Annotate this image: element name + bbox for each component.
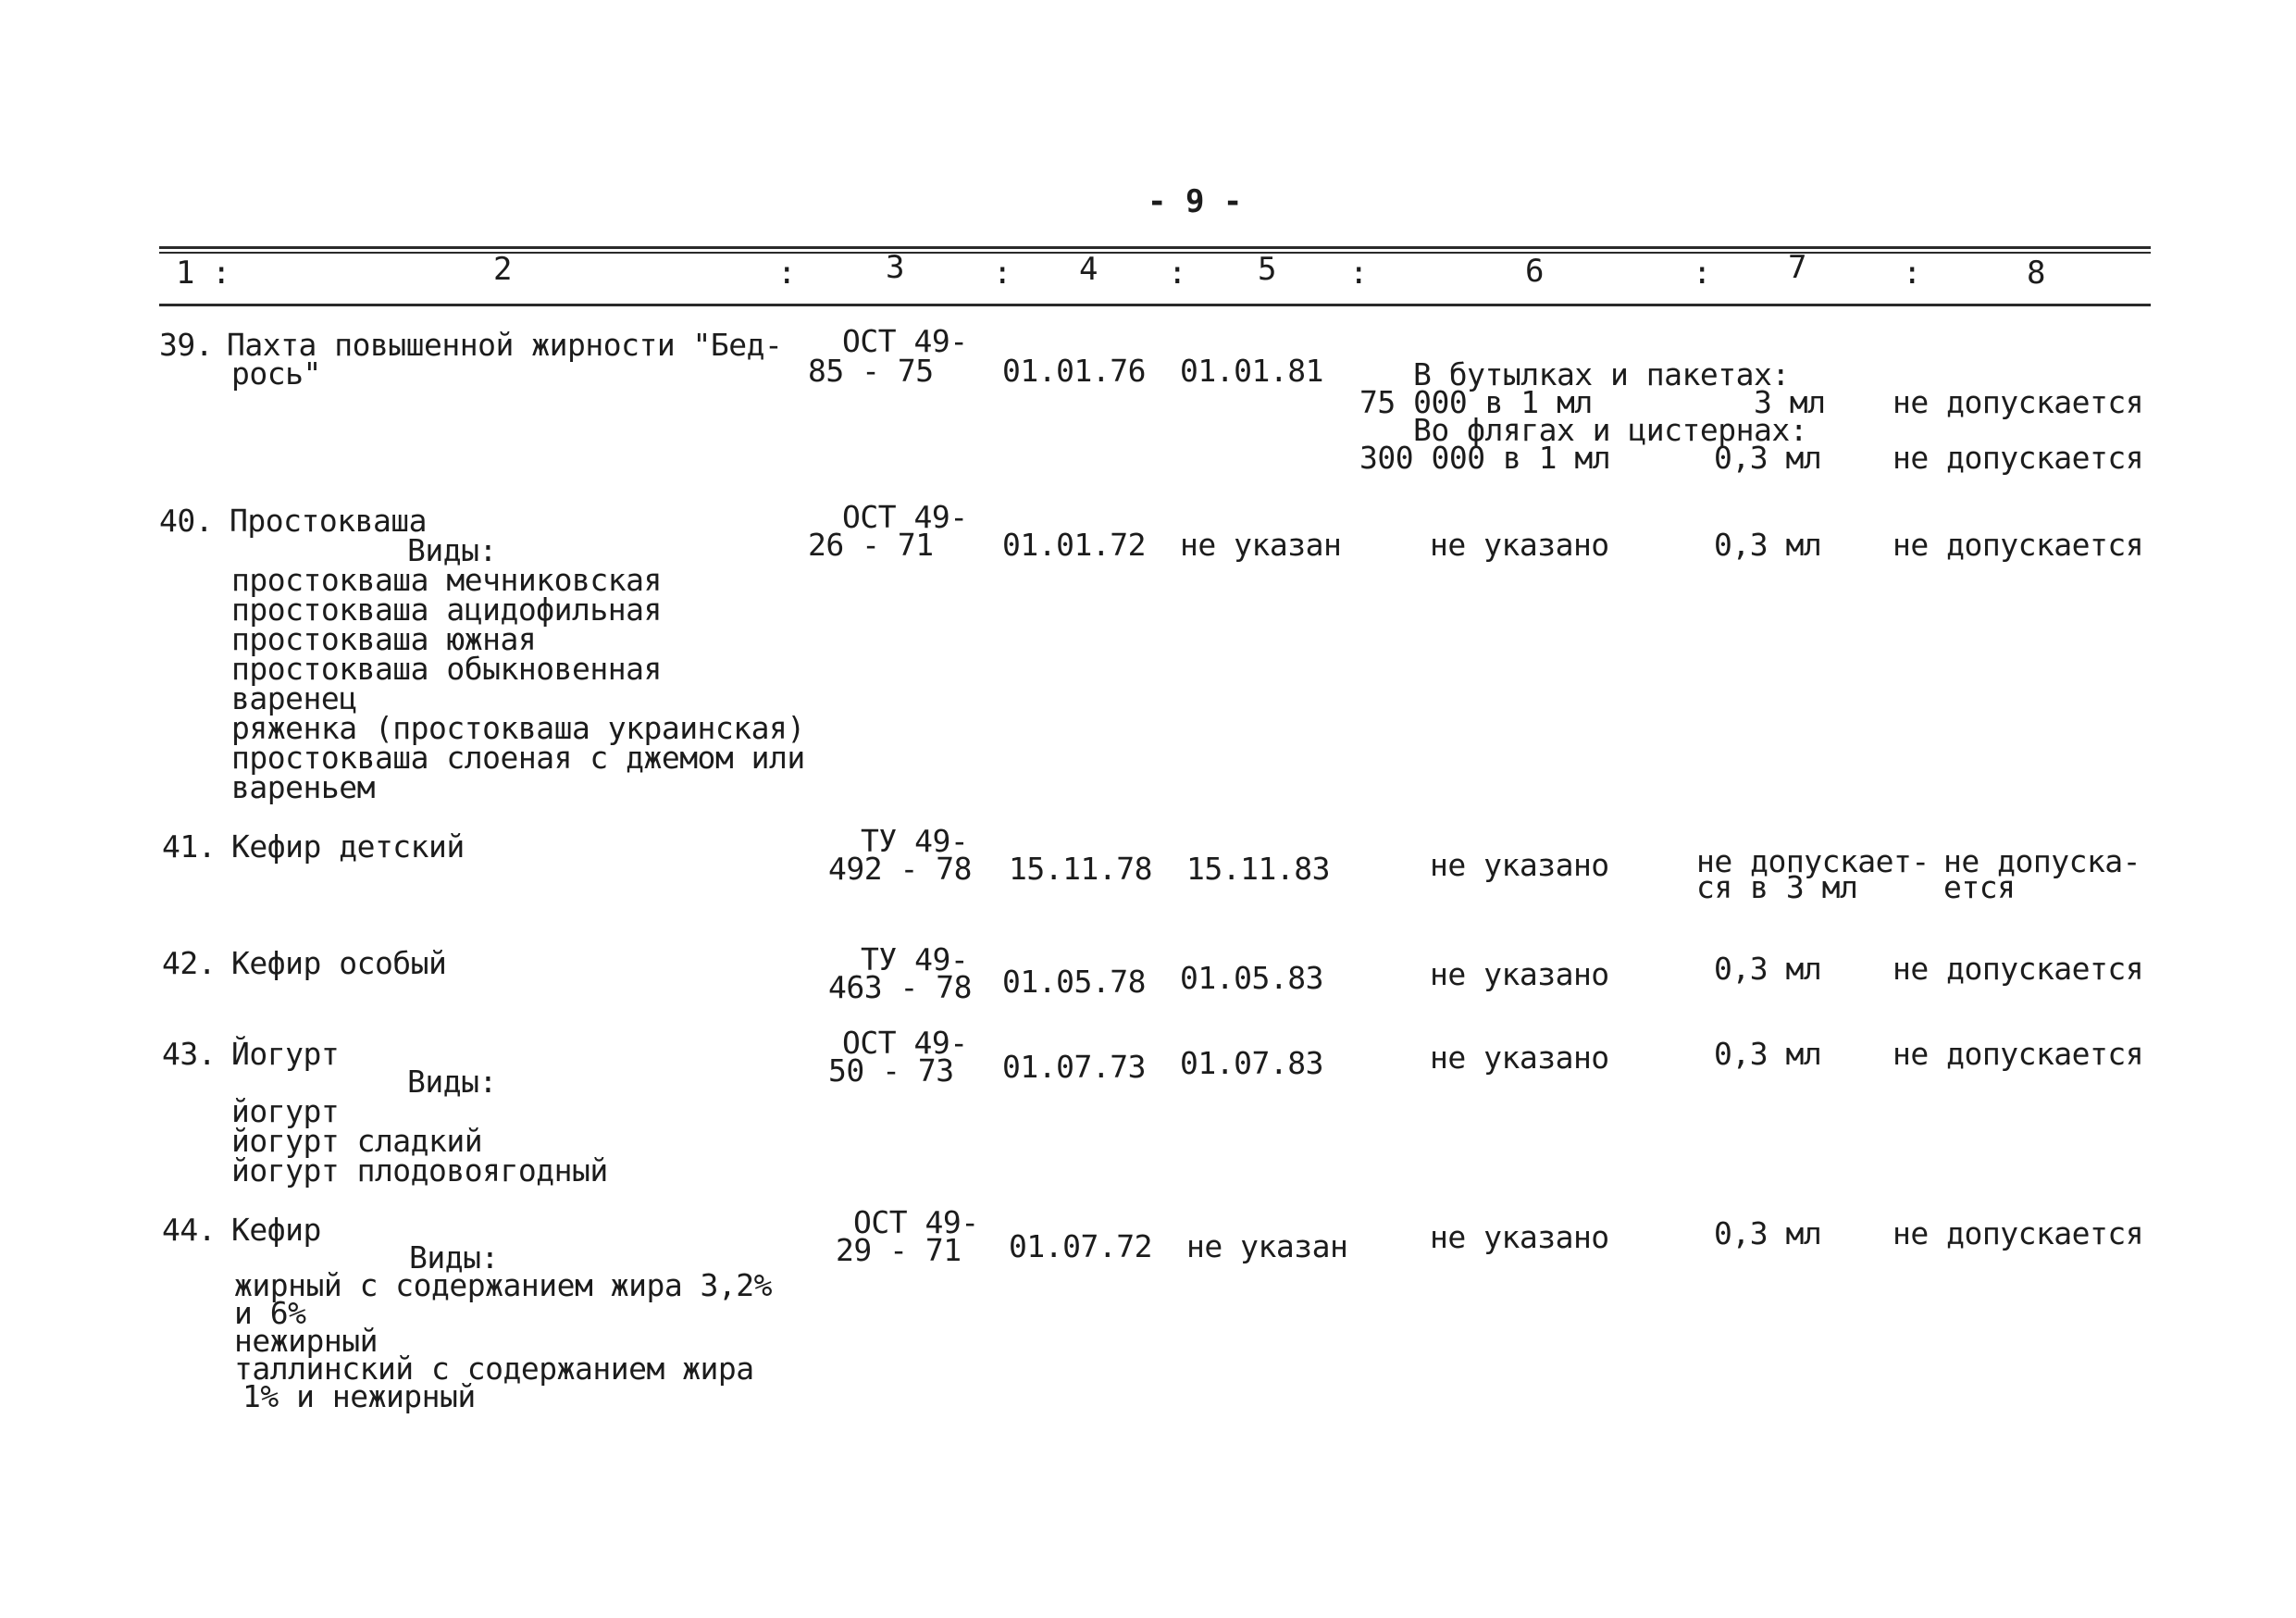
standard-line: 50 - 73 [828,1052,954,1089]
standard-line: ТУ 49- [861,941,969,977]
col6-line: В бутылках и пакетах: [1413,356,1790,392]
standard-line: 85 - 75 [808,353,934,389]
header-sep: : [212,255,231,292]
row-number: 40. [159,503,214,539]
date-effective: 15.11.78 [1009,851,1152,887]
standard-line: ОСТ 49- [853,1204,979,1240]
header-sep: : [1349,255,1369,292]
header-col-4: 4 [1079,251,1098,288]
date-expiry: 15.11.83 [1186,851,1330,887]
header-col-1: 1 [176,255,195,292]
product-name-line: Виды: [407,532,497,568]
col7-line: 0,3 мл [1714,527,1822,563]
col8-line: не допускается [1893,384,2144,420]
col6-line: не указано [1430,1219,1609,1255]
row-number: 43. [162,1036,217,1072]
product-name-line: 1% и нежирный [242,1378,476,1414]
date-expiry: не указан [1186,1228,1348,1264]
product-name-line: йогурт сладкий [231,1123,483,1159]
product-name-line: йогурт плодовоягодный [231,1152,608,1189]
header-col-6: 6 [1525,253,1545,290]
product-name-line: Простокваша [230,503,428,539]
col8-line: не допускается [1893,1036,2144,1072]
header-sep: : [777,255,797,292]
row-number: 44. [162,1212,217,1248]
col6-line: не указано [1430,956,1609,992]
header-top-rule-2 [159,252,2151,254]
header-sep: : [993,255,1012,292]
product-name-line: Виды: [409,1239,499,1276]
date-effective: 01.01.76 [1002,353,1146,389]
standard-line: 463 - 78 [828,969,972,1005]
date-effective: 01.05.78 [1002,964,1146,1000]
header-top-rule [159,246,2151,249]
header-col-8: 8 [2027,255,2046,292]
product-name-line: простокваша слоеная с джемом или [231,740,805,776]
col6-line: не указано [1430,847,1609,883]
col6-line: Во флягах и цистернах: [1413,412,1808,448]
col7-line: 0,3 мл [1714,440,1822,476]
header-bottom-rule [159,304,2151,306]
col8-line: не допускается [1893,1215,2144,1251]
standard-line: ОСТ 49- [842,323,968,359]
standard-line: ОСТ 49- [842,1025,968,1061]
col7-line: 3 мл [1754,384,1826,420]
date-expiry: 01.05.83 [1180,960,1323,996]
product-name-line: Кефир детский [231,828,465,865]
col6-line: 300 000 в 1 мл [1359,440,1611,476]
col8-line: не допускается [1893,527,2144,563]
product-name-line: йогурт [231,1093,340,1129]
col7-line: ся в 3 мл [1696,869,1858,905]
date-effective: 01.07.73 [1002,1049,1146,1085]
header-col-2: 2 [493,251,513,288]
product-name-line: ряженка (простокваша украинская) [231,710,805,746]
row-number: 42. [162,945,217,981]
product-name-line: нежирный [234,1323,378,1359]
product-name-line: простокваша ацидофильная [231,591,662,628]
date-effective: 01.07.72 [1009,1228,1152,1264]
product-name-line: Кефир [231,1212,321,1248]
col6-line: не указано [1430,1039,1609,1076]
product-name-line: Виды: [407,1064,497,1100]
col8-line: не допуска- [1943,843,2141,879]
col7-line: 0,3 мл [1714,1036,1822,1072]
col8-line: ется [1943,869,2016,905]
product-name-line: Пахта повышенной жирности "Бед- [227,327,783,363]
product-name-line: простокваша обыкновенная [231,651,662,687]
date-effective: 01.01.72 [1002,527,1146,563]
standard-line: ОСТ 49- [842,499,968,535]
header-col-3: 3 [886,249,905,286]
product-name-line: таллинский с содержанием жира [234,1350,754,1387]
standard-line: 492 - 78 [828,851,972,887]
page-number: - 9 - [1148,183,1243,220]
row-number: 41. [162,828,217,865]
header-col-7: 7 [1788,249,1807,286]
col7-line: 0,3 мл [1714,951,1822,987]
standard-line: 26 - 71 [808,527,934,563]
product-name-line: простокваша мечниковская [231,562,662,598]
col7-line: не допускает- [1696,843,1930,879]
header-col-5: 5 [1258,251,1277,288]
header-sep: : [1168,255,1187,292]
col6-line: 75 000 в 1 мл [1359,384,1593,420]
product-name-line: рось" [231,355,321,392]
product-name-line: Кефир особый [231,945,447,981]
product-name-line: Йогурт [231,1036,340,1072]
product-name-line: жирный с содержанием жира 3,2% [234,1267,773,1303]
product-name-line: и 6% [234,1295,306,1331]
header-sep: : [1693,255,1712,292]
col8-line: не допускается [1893,951,2144,987]
standard-line: 29 - 71 [836,1232,962,1268]
date-expiry: 01.01.81 [1180,353,1323,389]
standard-line: ТУ 49- [861,823,969,859]
header-sep: : [1903,255,1922,292]
date-expiry: не указан [1180,527,1342,563]
product-name-line: варенец [231,680,357,716]
col7-line: 0,3 мл [1714,1215,1822,1251]
col6-line: не указано [1430,527,1609,563]
col8-line: не допускается [1893,440,2144,476]
row-number: 39. [159,327,214,363]
product-name-line: вареньем [231,769,375,805]
product-name-line: простокваша южная [231,621,537,657]
date-expiry: 01.07.83 [1180,1045,1323,1081]
